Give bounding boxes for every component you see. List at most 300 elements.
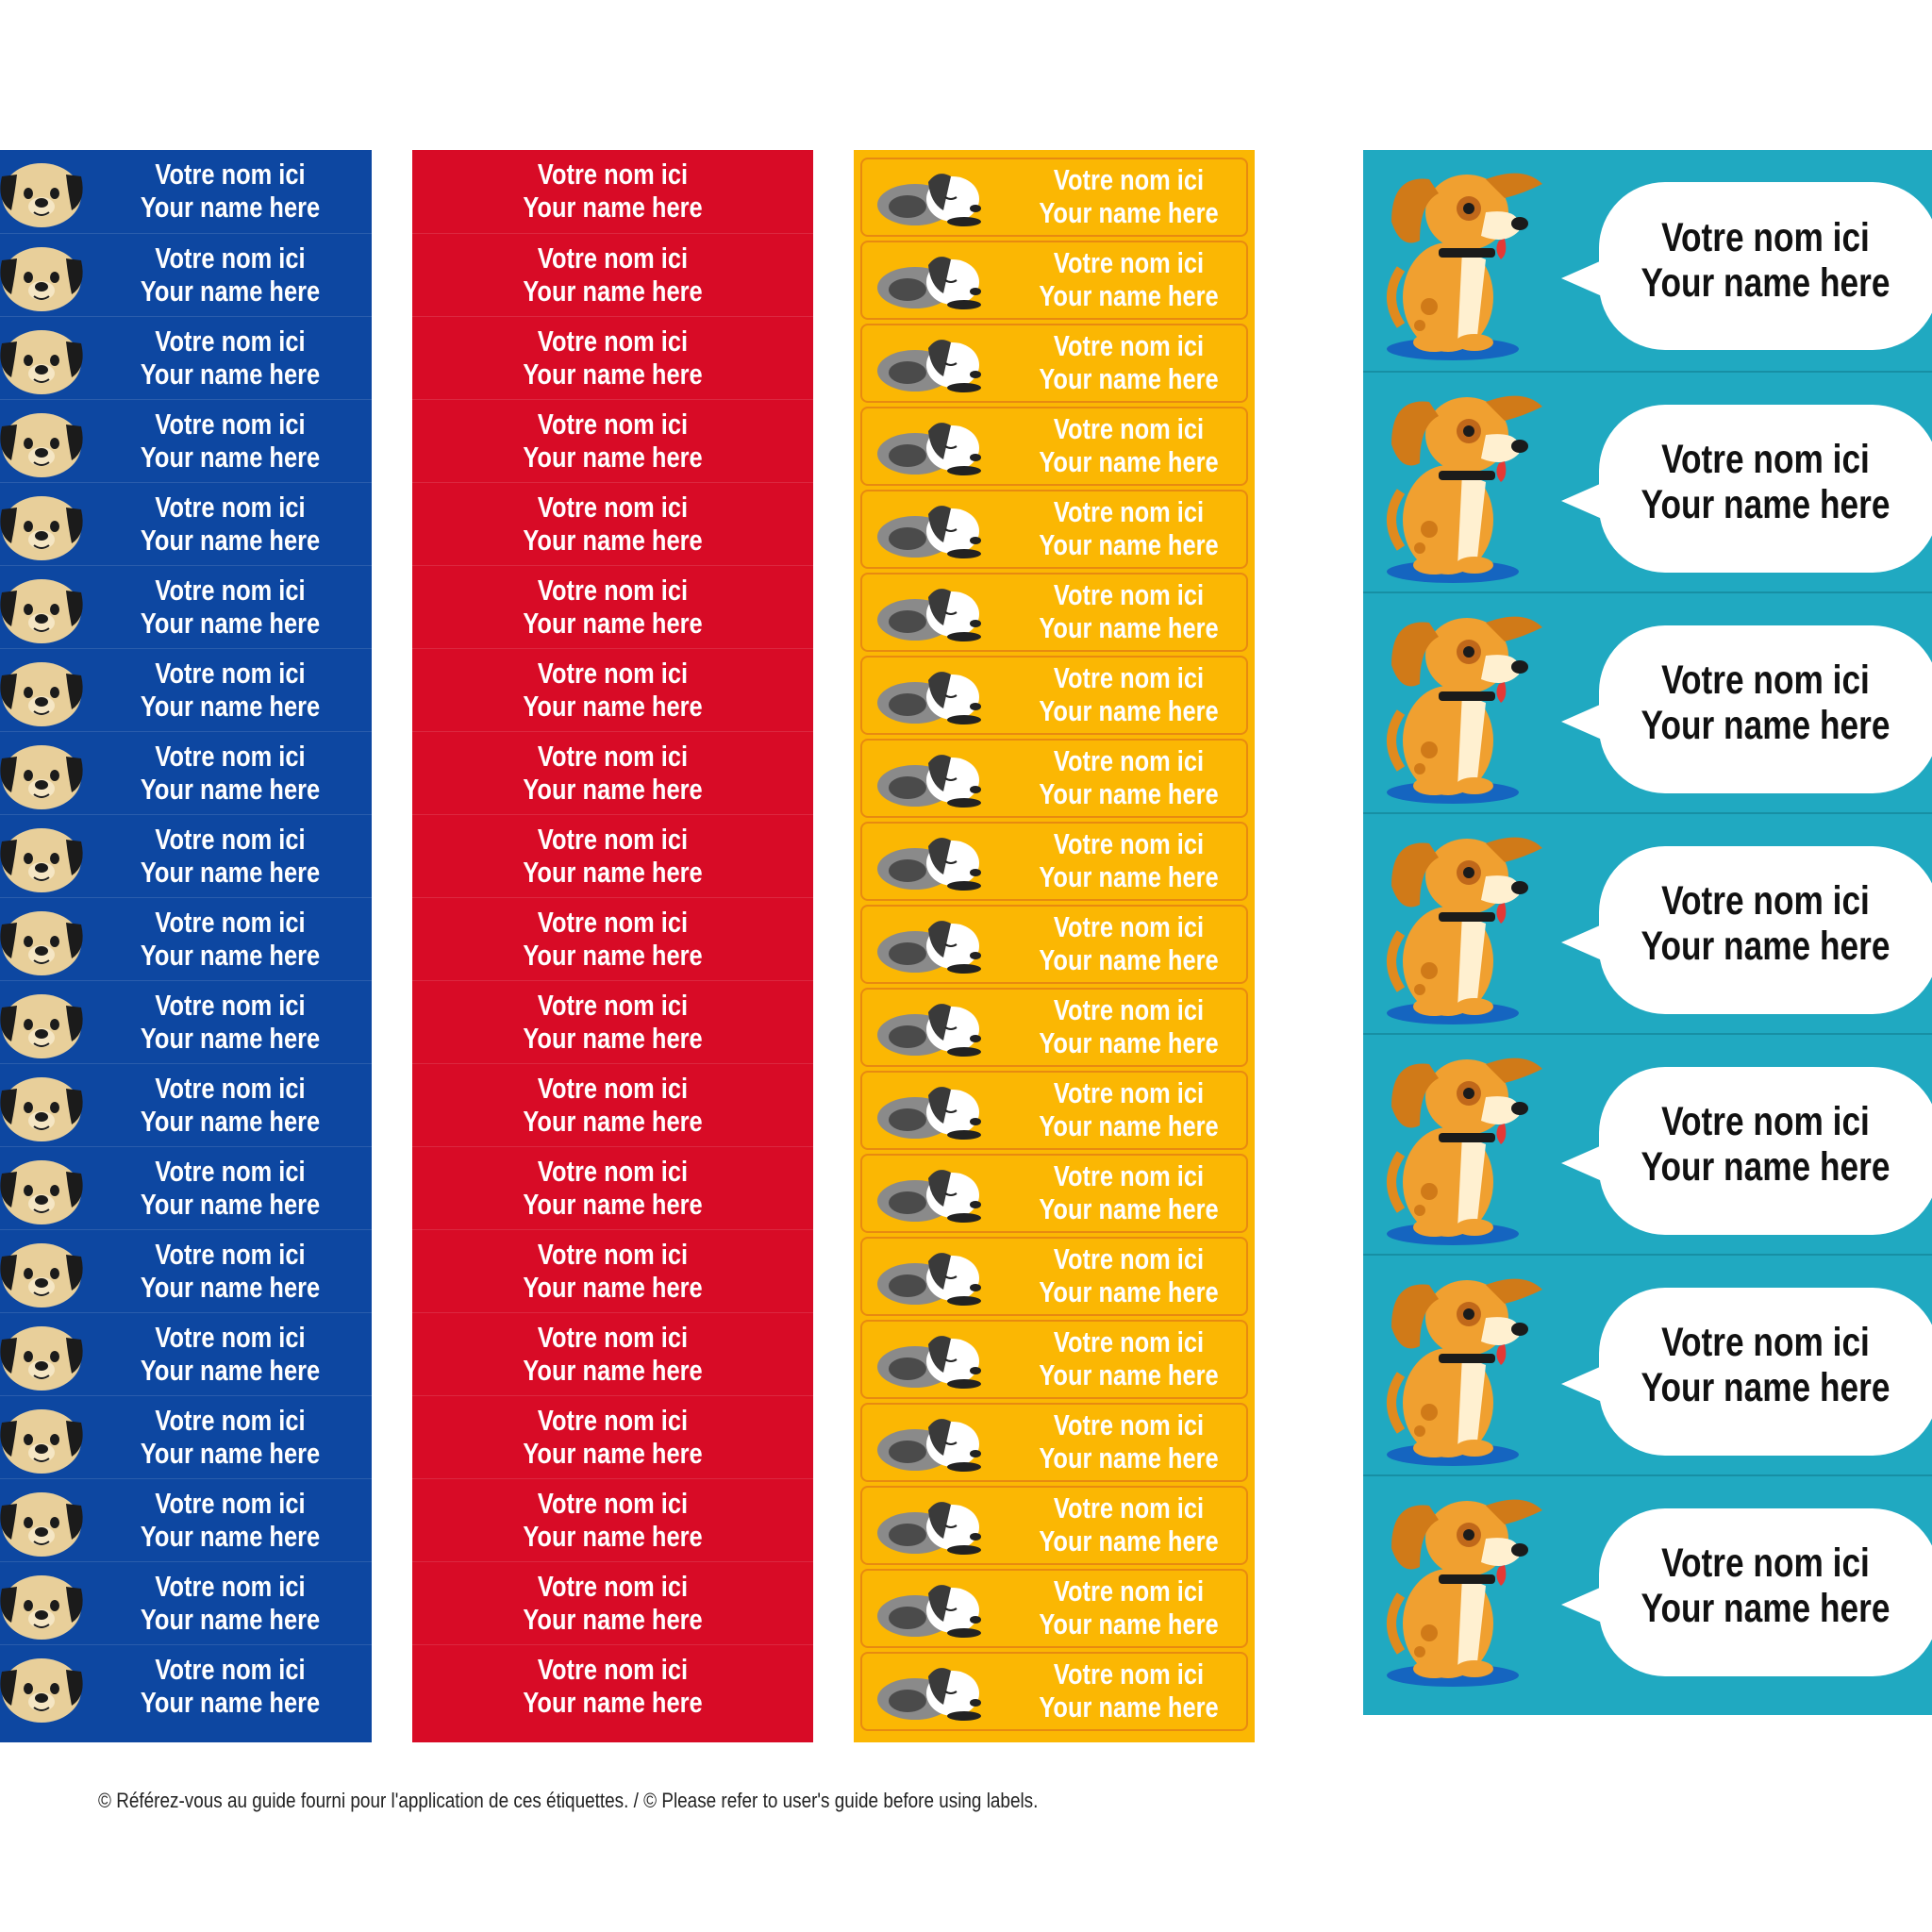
label-line-en: Your name here [140, 1353, 321, 1387]
label-line-fr: Votre nom ici [537, 1652, 689, 1686]
name-label [412, 1146, 813, 1229]
label-line-en: Your name here [140, 357, 321, 391]
label-text [1019, 491, 1240, 567]
name-label [860, 1569, 1248, 1648]
label-line-fr: Votre nom ici [537, 1154, 689, 1188]
label-text [448, 1479, 777, 1561]
label-line-fr: Votre nom ici [1053, 1325, 1205, 1359]
speech-bubble-tail [1561, 701, 1608, 742]
sleeping-dog-icon [870, 331, 992, 402]
label-text [117, 1313, 342, 1395]
label-line-fr: Votre nom ici [1053, 1242, 1205, 1276]
label-text [1019, 658, 1240, 733]
label-text [448, 1313, 777, 1395]
label-text [117, 400, 342, 482]
label-line-en: Your name here [523, 1436, 703, 1470]
sleeping-dog-icon [870, 1244, 992, 1315]
sleeping-dog-icon [870, 414, 992, 485]
pug-face-icon [0, 902, 87, 982]
label-line-en: Your name here [1039, 1275, 1219, 1308]
label-line-en: Your name here [523, 274, 703, 308]
label-line-en: Your name here [523, 523, 703, 557]
name-label [860, 1237, 1248, 1316]
name-label [0, 1395, 372, 1478]
sleeping-dog-icon [870, 912, 992, 983]
label-text [448, 1064, 777, 1146]
sitting-dog-icon [1363, 599, 1571, 811]
label-sheet-teal [1363, 150, 1932, 1715]
label-line-en: Your name here [523, 1187, 703, 1221]
label-line-en: Your name here [523, 1353, 703, 1387]
label-line-fr: Votre nom ici [1053, 495, 1205, 529]
name-label [0, 648, 372, 731]
label-line-en: Your name here [523, 1021, 703, 1055]
label-line-en: Your name here [140, 1021, 321, 1055]
label-line-fr: Votre nom ici [155, 573, 306, 607]
label-line-fr: Votre nom ici [1053, 163, 1205, 197]
label-line-en: Your name here [140, 523, 321, 557]
name-label [0, 1644, 372, 1727]
label-line-fr: Votre nom ici [1053, 827, 1205, 861]
name-label [412, 814, 813, 897]
label-line-fr: Votre nom ici [155, 1320, 306, 1354]
label-line-fr: Votre nom ici [537, 905, 689, 939]
label-line-fr: Votre nom ici [1053, 329, 1205, 363]
name-label [860, 573, 1248, 652]
label-line-fr: Votre nom ici [537, 407, 689, 441]
label-line-fr: Votre nom ici [155, 324, 306, 358]
label-line-fr: Votre nom ici [537, 1237, 689, 1271]
label-line-fr: Votre nom ici [155, 739, 306, 773]
label-line-fr: Votre nom ici [1661, 1098, 1870, 1144]
label-sheet-blue [0, 150, 372, 1742]
label-line-en: Your name here [140, 606, 321, 640]
name-label [860, 241, 1248, 320]
name-label [0, 565, 372, 648]
name-label [860, 1403, 1248, 1482]
sleeping-dog-icon [870, 248, 992, 319]
label-line-en: Your name here [140, 855, 321, 889]
label-line-en: Your name here [140, 938, 321, 972]
label-line-en: Your name here [1039, 694, 1219, 727]
name-label [412, 1561, 813, 1644]
name-label [860, 1154, 1248, 1233]
pug-face-icon [0, 1400, 87, 1480]
label-text [1019, 824, 1240, 899]
label-line-en: Your name here [523, 1685, 703, 1719]
label-line-fr: Votre nom ici [537, 1569, 689, 1603]
name-label [0, 1146, 372, 1229]
sleeping-dog-icon [870, 663, 992, 734]
label-text [1629, 1256, 1902, 1474]
speech-bubble-tail [1561, 1584, 1608, 1625]
name-label [412, 482, 813, 565]
label-line-fr: Votre nom ici [1053, 1159, 1205, 1193]
name-label [0, 233, 372, 316]
label-text [1019, 741, 1240, 816]
label-line-en: Your name here [1039, 279, 1219, 312]
label-line-fr: Votre nom ici [1053, 246, 1205, 280]
name-label [0, 1561, 372, 1644]
label-line-fr: Votre nom ici [537, 158, 689, 192]
label-line-fr: Votre nom ici [1053, 661, 1205, 695]
label-text [1019, 1322, 1240, 1397]
label-line-en: Your name here [523, 689, 703, 723]
pug-face-icon [0, 154, 87, 234]
label-line-fr: Votre nom ici [155, 1652, 306, 1686]
sitting-dog-icon [1363, 1261, 1571, 1474]
label-line-en: Your name here [140, 772, 321, 806]
label-line-fr: Votre nom ici [155, 490, 306, 524]
label-sheet-yellow [854, 150, 1255, 1742]
label-line-en: Your name here [1039, 860, 1219, 893]
pug-face-icon [0, 1566, 87, 1646]
label-line-en: Your name here [523, 1104, 703, 1138]
name-label [1363, 812, 1932, 1033]
label-line-en: Your name here [1039, 611, 1219, 644]
label-text [1629, 593, 1902, 812]
label-line-fr: Votre nom ici [537, 573, 689, 607]
sleeping-dog-icon [870, 1659, 992, 1730]
sleeping-dog-icon [870, 1078, 992, 1149]
label-text [448, 317, 777, 399]
pug-face-icon [0, 238, 87, 318]
label-line-en: Your name here [1641, 260, 1890, 306]
label-line-fr: Votre nom ici [1661, 214, 1870, 260]
speech-bubble-tail [1561, 1142, 1608, 1184]
label-line-fr: Votre nom ici [1053, 1408, 1205, 1442]
label-text [1019, 1405, 1240, 1480]
label-line-en: Your name here [1641, 1365, 1890, 1410]
label-text [448, 150, 777, 233]
pug-face-icon [0, 985, 87, 1065]
name-label [412, 1644, 813, 1727]
label-text [448, 815, 777, 897]
name-label [0, 1063, 372, 1146]
label-line-fr: Votre nom ici [155, 1237, 306, 1271]
sitting-dog-icon [1363, 1041, 1571, 1253]
label-text [117, 1562, 342, 1644]
label-text [1629, 814, 1902, 1033]
label-line-fr: Votre nom ici [537, 988, 689, 1022]
label-line-fr: Votre nom ici [155, 241, 306, 275]
label-line-fr: Votre nom ici [537, 324, 689, 358]
label-line-fr: Votre nom ici [1053, 1574, 1205, 1608]
name-label [0, 150, 372, 233]
name-label [412, 1395, 813, 1478]
sleeping-dog-icon [870, 829, 992, 900]
name-label [0, 897, 372, 980]
sitting-dog-icon [1363, 156, 1571, 368]
label-line-en: Your name here [140, 1270, 321, 1304]
label-line-en: Your name here [140, 274, 321, 308]
label-text [448, 566, 777, 648]
label-line-en: Your name here [1039, 1026, 1219, 1059]
label-line-en: Your name here [523, 772, 703, 806]
pug-face-icon [0, 321, 87, 401]
label-line-en: Your name here [1641, 1144, 1890, 1190]
name-label [412, 980, 813, 1063]
pug-face-icon [0, 736, 87, 816]
name-label [1363, 150, 1932, 371]
name-label [860, 988, 1248, 1067]
label-text [117, 1396, 342, 1478]
name-label [412, 316, 813, 399]
sleeping-dog-icon [870, 497, 992, 568]
label-line-en: Your name here [140, 191, 321, 224]
label-line-fr: Votre nom ici [537, 1320, 689, 1354]
label-text [1019, 325, 1240, 401]
name-label [412, 897, 813, 980]
label-line-en: Your name here [1039, 1690, 1219, 1724]
label-text [117, 566, 342, 648]
label-text [1019, 1239, 1240, 1314]
name-label [860, 490, 1248, 569]
sitting-dog-icon [1363, 820, 1571, 1032]
sitting-dog-icon [1363, 1482, 1571, 1694]
pug-face-icon [0, 487, 87, 567]
name-label [860, 1071, 1248, 1150]
label-line-fr: Votre nom ici [155, 988, 306, 1022]
sitting-dog-icon [1363, 378, 1571, 591]
label-line-fr: Votre nom ici [155, 1403, 306, 1437]
label-text [1019, 1073, 1240, 1148]
label-text [1019, 907, 1240, 982]
label-text [1019, 1488, 1240, 1563]
name-label [412, 565, 813, 648]
speech-bubble-tail [1561, 258, 1608, 299]
footer-note: © Référez-vous au guide fourni pour l'application de ces étiquettes. / © Please refer to user's guide before using labels. [98, 1789, 1039, 1812]
label-line-fr: Votre nom ici [1661, 877, 1870, 924]
label-line-en: Your name here [1641, 703, 1890, 748]
sleeping-dog-icon [870, 165, 992, 236]
label-line-fr: Votre nom ici [1661, 1319, 1870, 1365]
sleeping-dog-icon [870, 580, 992, 651]
label-line-en: Your name here [523, 1602, 703, 1636]
label-line-en: Your name here [1039, 1192, 1219, 1225]
name-label [412, 1229, 813, 1312]
name-label [860, 1320, 1248, 1399]
name-label [412, 648, 813, 731]
name-label [860, 324, 1248, 403]
label-line-fr: Votre nom ici [1661, 1540, 1870, 1586]
label-line-en: Your name here [1039, 445, 1219, 478]
label-text [448, 483, 777, 565]
label-text [117, 317, 342, 399]
name-label [412, 233, 813, 316]
label-line-fr: Votre nom ici [1053, 744, 1205, 778]
label-text [117, 1064, 342, 1146]
label-line-en: Your name here [523, 1519, 703, 1553]
name-label [1363, 1474, 1932, 1695]
label-text [448, 1645, 777, 1727]
name-label [412, 1478, 813, 1561]
label-line-fr: Votre nom ici [155, 1486, 306, 1520]
label-line-fr: Votre nom ici [537, 490, 689, 524]
pug-face-icon [0, 570, 87, 650]
label-line-fr: Votre nom ici [1053, 412, 1205, 446]
label-line-fr: Votre nom ici [1053, 910, 1205, 944]
label-line-fr: Votre nom ici [1053, 578, 1205, 612]
label-line-fr: Votre nom ici [155, 407, 306, 441]
label-text [448, 1147, 777, 1229]
label-text [117, 1645, 342, 1727]
label-text [1019, 159, 1240, 235]
label-text [1019, 1156, 1240, 1231]
label-line-en: Your name here [523, 1270, 703, 1304]
label-text [448, 732, 777, 814]
label-line-fr: Votre nom ici [1661, 657, 1870, 703]
sleeping-dog-icon [870, 1161, 992, 1232]
sleeping-dog-icon [870, 746, 992, 817]
label-line-fr: Votre nom ici [1053, 1491, 1205, 1525]
pug-face-icon [0, 404, 87, 484]
name-label [0, 482, 372, 565]
pug-face-icon [0, 1483, 87, 1563]
label-text [117, 649, 342, 731]
label-line-en: Your name here [1039, 1441, 1219, 1474]
label-line-en: Your name here [523, 606, 703, 640]
name-label [1363, 1033, 1932, 1254]
label-text [117, 483, 342, 565]
label-text [1019, 1571, 1240, 1646]
name-label [412, 399, 813, 482]
label-line-en: Your name here [1039, 943, 1219, 976]
label-line-fr: Votre nom ici [1053, 1657, 1205, 1691]
name-label [0, 1478, 372, 1561]
label-line-en: Your name here [1641, 924, 1890, 969]
name-label [0, 316, 372, 399]
label-text [448, 649, 777, 731]
label-text [448, 234, 777, 316]
label-line-en: Your name here [523, 357, 703, 391]
label-line-fr: Votre nom ici [1661, 436, 1870, 482]
label-text [117, 234, 342, 316]
label-text [448, 1396, 777, 1478]
name-label [412, 1312, 813, 1395]
name-label [860, 158, 1248, 237]
pug-face-icon [0, 1317, 87, 1397]
sleeping-dog-icon [870, 995, 992, 1066]
label-line-en: Your name here [140, 1685, 321, 1719]
name-label [860, 407, 1248, 486]
label-text [1629, 373, 1902, 591]
name-label [1363, 1254, 1932, 1474]
label-text [448, 400, 777, 482]
label-line-en: Your name here [1039, 528, 1219, 561]
label-line-fr: Votre nom ici [155, 905, 306, 939]
label-line-en: Your name here [523, 938, 703, 972]
label-line-fr: Votre nom ici [537, 1403, 689, 1437]
label-text [1629, 1035, 1902, 1254]
label-line-fr: Votre nom ici [155, 1071, 306, 1105]
label-text [1019, 990, 1240, 1065]
name-label [1363, 591, 1932, 812]
label-line-fr: Votre nom ici [155, 158, 306, 192]
label-line-en: Your name here [523, 191, 703, 224]
name-label [412, 150, 813, 233]
label-text [117, 732, 342, 814]
label-line-fr: Votre nom ici [1053, 1076, 1205, 1110]
label-line-fr: Votre nom ici [537, 1071, 689, 1105]
label-text [117, 150, 342, 233]
pug-face-icon [0, 653, 87, 733]
name-label [0, 1312, 372, 1395]
name-label [0, 399, 372, 482]
label-line-en: Your name here [140, 1104, 321, 1138]
label-line-en: Your name here [140, 1519, 321, 1553]
name-label [860, 1486, 1248, 1565]
sleeping-dog-icon [870, 1327, 992, 1398]
speech-bubble-tail [1561, 922, 1608, 963]
label-line-en: Your name here [1039, 1607, 1219, 1641]
label-line-en: Your name here [523, 440, 703, 474]
label-text [1019, 1654, 1240, 1729]
label-text [448, 898, 777, 980]
label-line-fr: Votre nom ici [155, 822, 306, 856]
pug-face-icon [0, 1068, 87, 1148]
label-line-fr: Votre nom ici [537, 739, 689, 773]
sleeping-dog-icon [870, 1493, 992, 1564]
name-label [412, 731, 813, 814]
label-line-en: Your name here [140, 1436, 321, 1470]
label-line-fr: Votre nom ici [155, 1569, 306, 1603]
name-label [860, 656, 1248, 735]
label-line-en: Your name here [1039, 1109, 1219, 1142]
label-text [448, 981, 777, 1063]
pug-face-icon [0, 1649, 87, 1729]
label-line-en: Your name here [1039, 777, 1219, 810]
speech-bubble-tail [1561, 1363, 1608, 1405]
name-label [0, 1229, 372, 1312]
label-text [1629, 150, 1902, 371]
name-label [0, 731, 372, 814]
pug-face-icon [0, 1151, 87, 1231]
label-line-en: Your name here [140, 1187, 321, 1221]
label-line-fr: Votre nom ici [155, 1154, 306, 1188]
label-text [117, 1147, 342, 1229]
label-line-en: Your name here [523, 855, 703, 889]
label-line-fr: Votre nom ici [537, 1486, 689, 1520]
label-text [117, 1479, 342, 1561]
name-label [412, 1063, 813, 1146]
label-line-en: Your name here [140, 689, 321, 723]
label-text [1019, 242, 1240, 318]
label-line-en: Your name here [1641, 1586, 1890, 1631]
label-text [1019, 408, 1240, 484]
speech-bubble-tail [1561, 480, 1608, 522]
name-label [1363, 371, 1932, 591]
label-line-fr: Votre nom ici [1053, 993, 1205, 1027]
name-label [0, 980, 372, 1063]
label-line-en: Your name here [1039, 362, 1219, 395]
label-line-en: Your name here [140, 1602, 321, 1636]
name-label [860, 739, 1248, 818]
label-sheet-red [412, 150, 813, 1742]
pug-face-icon [0, 819, 87, 899]
label-text [448, 1562, 777, 1644]
label-line-en: Your name here [1039, 1358, 1219, 1391]
label-text [117, 1230, 342, 1312]
label-line-en: Your name here [1039, 196, 1219, 229]
pug-face-icon [0, 1234, 87, 1314]
label-line-fr: Votre nom ici [537, 656, 689, 690]
label-text [117, 898, 342, 980]
label-line-fr: Votre nom ici [537, 241, 689, 275]
name-label [860, 905, 1248, 984]
label-line-fr: Votre nom ici [155, 656, 306, 690]
name-label [0, 814, 372, 897]
